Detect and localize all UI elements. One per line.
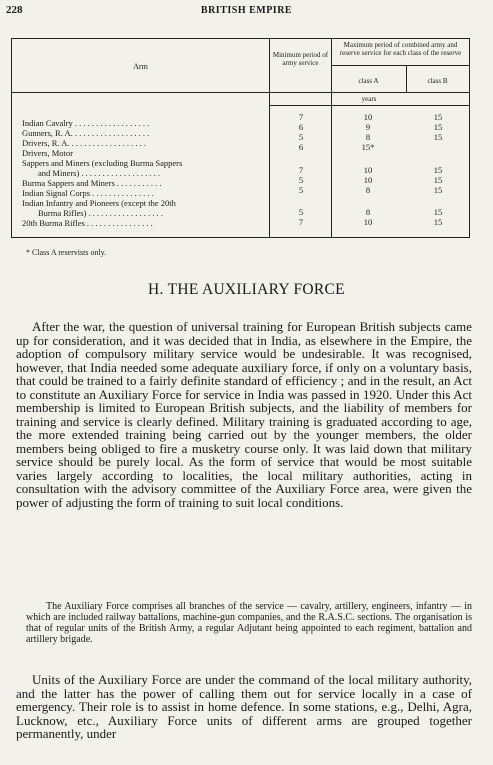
table-cell-class-a: 10 <box>363 165 373 175</box>
header-minimum-period: Minimum period of army service <box>272 51 329 67</box>
table-cell-min: 6 <box>298 122 304 132</box>
table-row-arm: and Miners) . . . . . . . . . . . . . . . . . . . <box>38 168 161 178</box>
table-cell-class-b: 15 <box>433 175 443 185</box>
table-rule <box>331 39 332 237</box>
table-row-arm: Burma Sappers and Miners . . . . . . . . . . . <box>22 178 162 188</box>
page-number: 228 <box>6 4 23 16</box>
small-print-paragraph <box>26 601 472 645</box>
table-row-arm: Burma Rifles) . . . . . . . . . . . . . . . . . . <box>38 208 163 218</box>
table-row-arm: Gunners, R. A. . . . . . . . . . . . . . . . . . . <box>22 128 150 138</box>
table-cell-class-a: 8 <box>365 207 371 217</box>
small-print-text: The Auxiliary Force comprises all branches of the service — cavalry, artillery, engineers, infantry — in which are included railway battalions, machine-gun companies, and the R.A.S.C. sections. The organisation is that of regular units of the British Army, a regular Adjutant being appointed to each regiment, battalion and artillery brigade. <box>26 601 472 645</box>
header-class-b: class B <box>427 77 448 85</box>
table-cell-class-b: 15 <box>433 112 443 122</box>
table-cell-class-b: 15 <box>433 185 443 195</box>
table-row-arm: Drivers, Motor <box>22 148 73 158</box>
table-cell-class-a: 10 <box>363 217 373 227</box>
table-cell-class-a: 9 <box>365 122 371 132</box>
table-cell-class-b: 15 <box>433 122 443 132</box>
running-title: BRITISH EMPIRE <box>200 5 293 16</box>
table-cell-class-a: 15* <box>361 142 375 152</box>
table-cell-class-b: 15 <box>433 165 443 175</box>
table-rule <box>269 39 270 237</box>
table-cell-class-b: 15 <box>433 217 443 227</box>
section-title: H. THE AUXILIARY FORCE <box>148 281 345 298</box>
table-cell-min: 7 <box>298 217 304 227</box>
table-cell-min: 6 <box>298 142 304 152</box>
table-cell-min: 5 <box>298 132 304 142</box>
table-row-arm: Indian Cavalry . . . . . . . . . . . . . . . . . . <box>22 118 150 128</box>
header-arm: Arm <box>133 62 148 71</box>
table-cell-class-a: 10 <box>363 112 373 122</box>
table-cell-class-a: 8 <box>365 132 371 142</box>
body-paragraph-text: After the war, the question of universal training for European British subjects came up for consideration, and it was decided that in India, as elsewhere in the Empire, the adoption of compulsory military service would be undesirable. It was recognised, however, that India needed some adequate auxiliary force, if only on a voluntary basis, that could be trained to a fairly definite standard of efficiency ; and in the result, an Act to constitute an Auxiliary Force for service in India was passed in 1920. Under this Act membership is limited to European British subjects, and the liability of members for training and service is clearly defined. Military training is graduated according to age, the more extended training being carried out by the younger members, the older members being obliged to fire a musketry course only. It was laid down that military service should be purely local. As the form of service that would be most suitable varies largely according to localities, the local military authorities, acting in consultation with the advisory committee of the Auxiliary Force area, were given the power of adjusting the form of training to suit local conditions. <box>16 319 472 510</box>
table-rule <box>331 65 469 66</box>
table-cell-min: 5 <box>298 175 304 185</box>
table-cell-min: 5 <box>298 207 304 217</box>
body-paragraph-text: Units of the Auxiliary Force are under the command of the local military authority, and the latter has the power of calling them out for service locally in a case of emergency. Their role is to assist in home defence. In some stations, e.g., Delhi, Agra, Lucknow, etc., Auxiliary Force units of different arms are grouped together permanently, under <box>16 672 472 741</box>
table-row-arm: Sappers and Miners (excluding Burma Sappers <box>22 158 183 168</box>
table-cell-min: 7 <box>298 165 304 175</box>
header-class-a: class A <box>358 77 379 85</box>
table-cell-class-b: 15 <box>433 207 443 217</box>
table-row-arm: Indian Signal Corps . . . . . . . . . . . . . . . <box>22 188 154 198</box>
table-cell-class-a: 8 <box>365 185 371 195</box>
table-rule <box>269 105 469 106</box>
table-cell-min: 7 <box>298 112 304 122</box>
service-periods-table <box>11 38 470 238</box>
header-units: years <box>361 95 377 103</box>
body-paragraph <box>16 673 472 741</box>
table-rule <box>12 92 469 93</box>
table-cell-class-a: 10 <box>363 175 373 185</box>
table-row-arm: Drivers, R. A. . . . . . . . . . . . . . . . . . . <box>22 138 146 148</box>
page-header <box>6 4 487 18</box>
body-paragraph <box>16 320 472 509</box>
table-row-arm: 20th Burma Rifles . . . . . . . . . . . . . . . . <box>22 218 153 228</box>
table-row-arm: Indian Infantry and Pioneers (except the 20th <box>22 198 176 208</box>
table-cell-min: 5 <box>298 185 304 195</box>
table-footnote: * Class A reservists only. <box>26 248 107 257</box>
header-maximum-period: Maximum period of combined army and reserve service for each class of the reserve <box>339 41 462 57</box>
table-cell-class-b: 15 <box>433 132 443 142</box>
